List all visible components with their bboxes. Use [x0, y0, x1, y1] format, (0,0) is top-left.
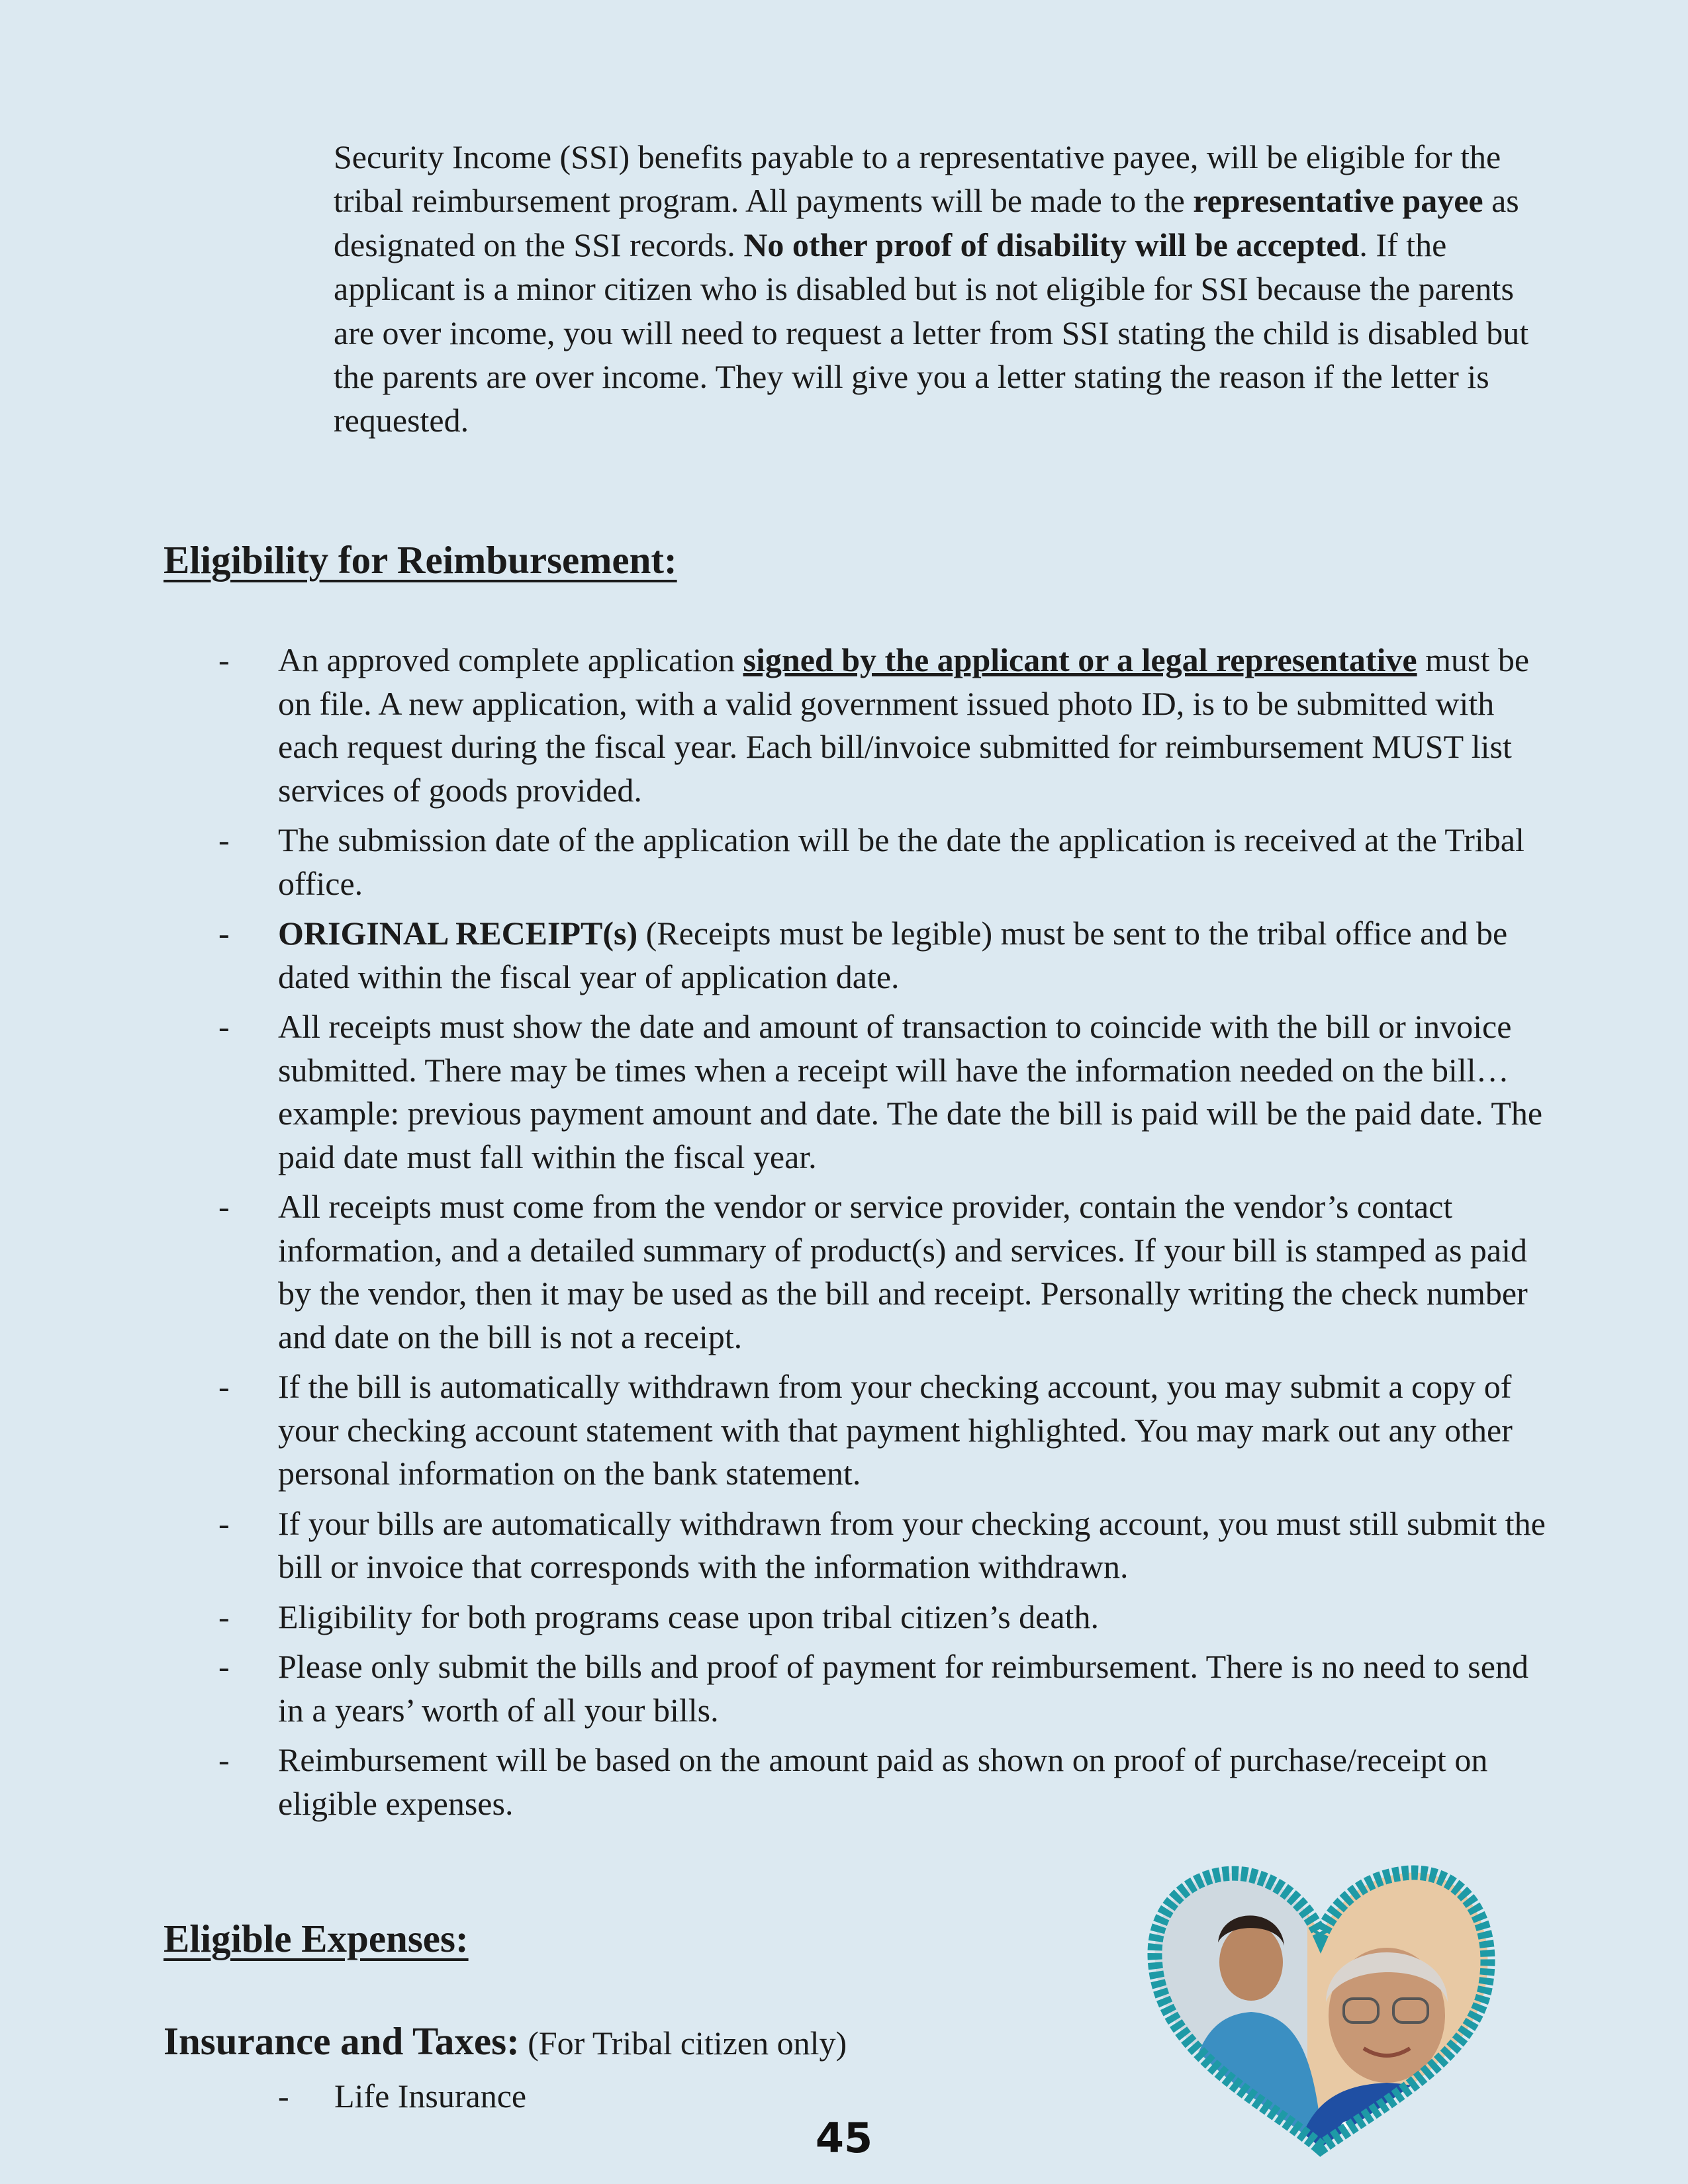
list-item — [218, 1005, 1562, 1179]
item-text: (Receipts must be legible) must be sent to the tribal office and be dated within the fiscal year of application date. — [278, 915, 1508, 995]
item-text: All receipts must come from the vendor or service provider, contain the vendor’s contact information, and a detailed summary of product(s) and services. If your bill is stamped as paid by the vendor, then it may be used as the bill and receipt. Personally writing the check number and date on the bill is not a receipt. — [278, 1188, 1528, 1355]
intro-paragraph — [334, 135, 1552, 443]
bullet-dash: - — [218, 1368, 230, 1405]
subheading-title: Insurance and Taxes: — [164, 2019, 520, 2063]
list-item-life-insurance — [278, 2074, 526, 2118]
intro-bold-payee: representative payee — [1193, 182, 1483, 220]
item-text: An approved complete application — [278, 641, 743, 678]
item-text: must be on file. A new application, with a valid government issued photo ID, is to be submitted with each request during the fiscal year. Each bill/invoice submitted for reimbursement MUST list services of goods provided. — [278, 641, 1530, 809]
insurance-taxes-subheading — [164, 2019, 847, 2064]
item-text: Please only submit the bills and proof of payment for reimbursement. There is no need to send in a years’ worth of all your bills. — [278, 1648, 1528, 1729]
bullet-dash: - — [218, 1008, 230, 1045]
bullet-dash: - — [218, 1598, 230, 1635]
eligibility-heading: Eligibility for Reimbursement: — [164, 538, 677, 582]
list-item — [218, 1185, 1562, 1359]
item-text: If the bill is automatically withdrawn from your checking account, you may submit a copy of your checking account statement with that payment highlighted. You may mark out any other personal information on the bank statement. — [278, 1368, 1513, 1492]
intro-text: as designated on the SSI records. — [334, 182, 1519, 263]
intro-text: Security Income (SSI) benefits payable to a representative payee, will be eligible for the tribal reimbursement program. All payments will be made to the — [334, 138, 1501, 220]
list-item — [218, 639, 1562, 812]
list-item — [218, 912, 1562, 999]
bullet-dash: - — [218, 1648, 230, 1685]
list-item — [218, 1365, 1562, 1496]
item-bold-underlined: signed by the applicant or a legal representative — [743, 641, 1417, 678]
list-item — [218, 1739, 1562, 1825]
list-item — [218, 1502, 1562, 1589]
bullet-dash: - — [278, 2077, 289, 2115]
eligible-expenses-heading: Eligible Expenses: — [164, 1917, 469, 1960]
list-item — [218, 1596, 1562, 1639]
bullet-dash: - — [218, 1504, 230, 1542]
subheading-note: (For Tribal citizen only) — [519, 2025, 847, 2062]
item-bold: ORIGINAL RECEIPT(s) — [278, 915, 638, 952]
page-number: 45 — [815, 2114, 873, 2162]
bullet-dash: - — [218, 1741, 230, 1778]
intro-text: . If the applicant is a minor citizen who is disabled but is not eligible for SSI because the parents are over income, you will need to request a letter from SSI stating the child is disabled but the parents are over income. They will give you a letter stating the reason if the letter is requested. — [334, 226, 1529, 439]
eligibility-list — [218, 639, 1562, 1832]
item-text: Life Insurance — [334, 2077, 527, 2115]
item-text: All receipts must show the date and amount of transaction to coincide with the bill or invoice submitted. There may be times when a receipt will have the information needed on the bill…example: previous payment amount and date. The date the bill is paid will be the paid date. The paid date must fall within the fiscal year. — [278, 1008, 1543, 1175]
intro-bold-proof: No other proof of disability will be accepted — [743, 226, 1360, 263]
bullet-dash: - — [218, 915, 230, 952]
item-text: The submission date of the application will be the date the application is received at the Tribal office. — [278, 821, 1524, 902]
item-text: If your bills are automatically withdrawn from your checking account, you must still submit the bill or invoice that corresponds with the information withdrawn. — [278, 1504, 1546, 1585]
list-item — [218, 1645, 1562, 1732]
bullet-dash: - — [218, 821, 230, 858]
item-text: Eligibility for both programs cease upon tribal citizen’s death. — [278, 1598, 1099, 1635]
list-item — [218, 819, 1562, 905]
bullet-dash: - — [218, 1188, 230, 1225]
item-text: Reimbursement will be based on the amount paid as shown on proof of purchase/receipt on eligible expenses. — [278, 1741, 1488, 1822]
bullet-dash: - — [218, 641, 230, 678]
